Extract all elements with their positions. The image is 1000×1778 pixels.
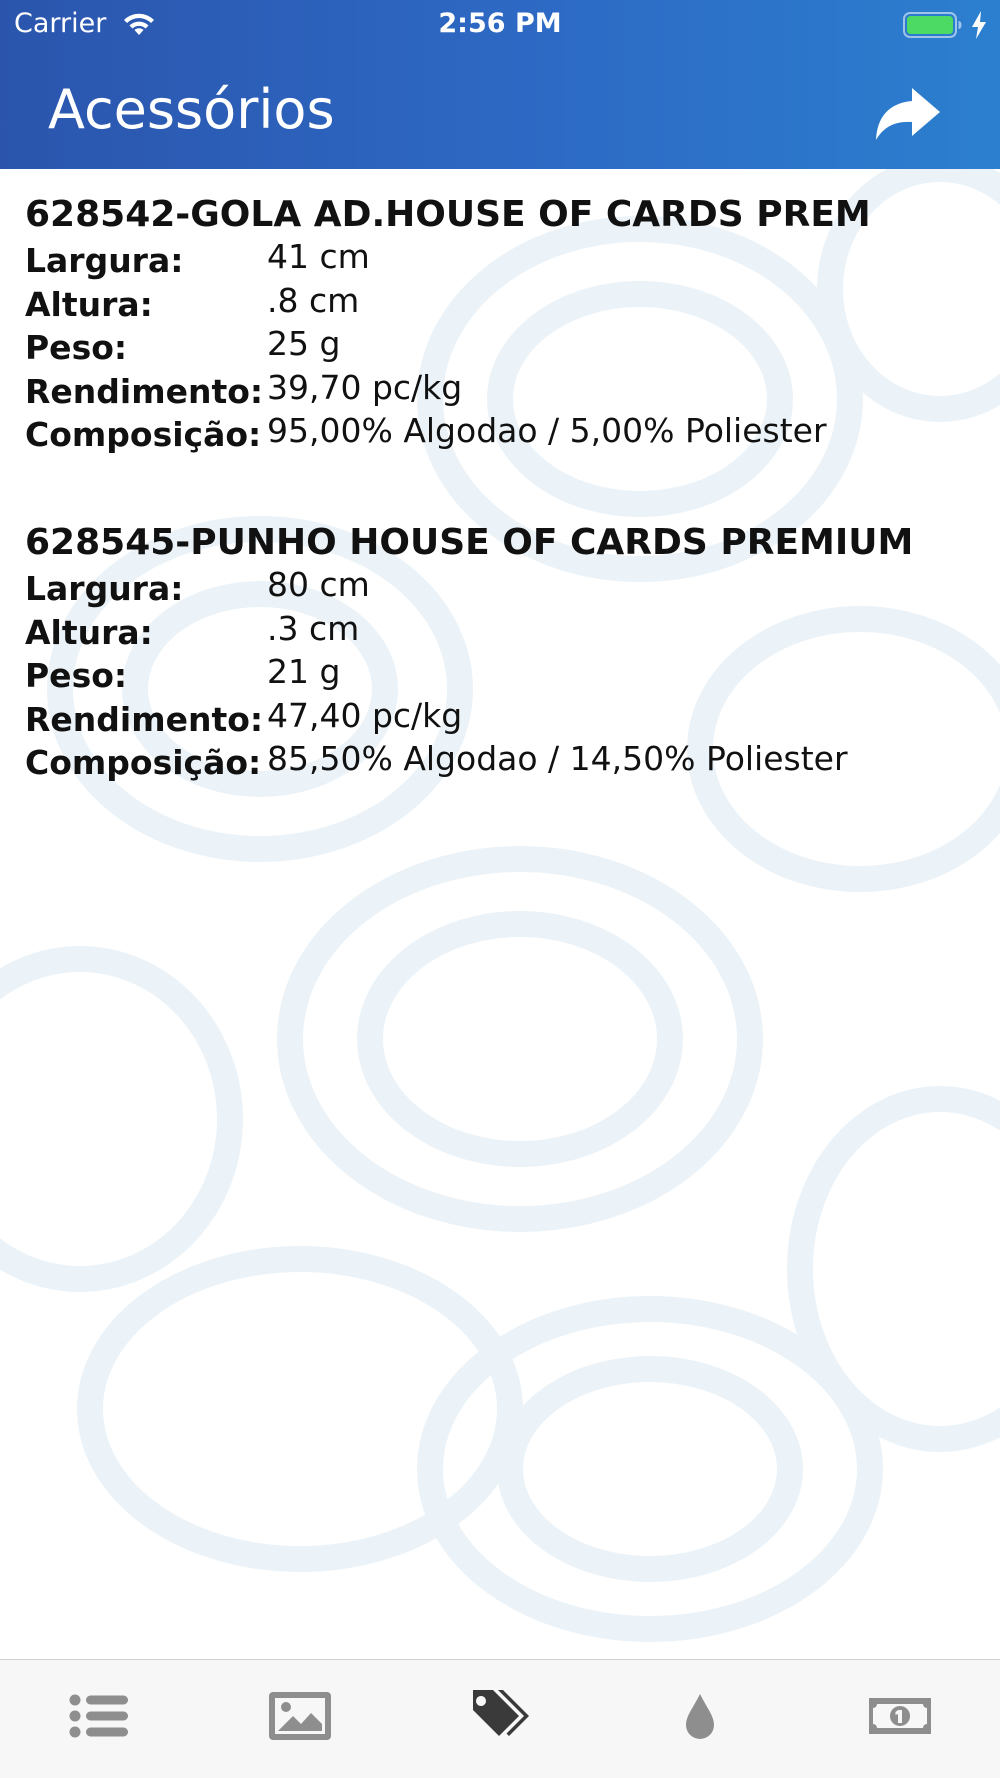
field-label: Composição: xyxy=(25,743,262,783)
tab-bar xyxy=(0,1659,1000,1778)
field-label: Largura: xyxy=(25,241,184,280)
item-title: 628542-GOLA AD.HOUSE OF CARDS PREM xyxy=(25,194,871,235)
carrier-label: Carrier xyxy=(14,8,107,39)
row-altura xyxy=(25,609,985,653)
row-composicao xyxy=(25,411,985,455)
field-label: Composição: xyxy=(25,415,262,455)
field-value: 21 g xyxy=(267,652,341,692)
field-label: Peso: xyxy=(25,328,128,368)
row-peso xyxy=(25,324,985,368)
image-icon[interactable] xyxy=(265,1686,335,1746)
field-value: 85,50% Algodao / 14,50% Poliester xyxy=(267,739,848,779)
row-rendimento xyxy=(25,696,985,740)
field-label: Peso: xyxy=(25,656,128,696)
content-area[interactable] xyxy=(0,169,1000,1659)
money-icon[interactable] xyxy=(865,1686,935,1746)
list-icon[interactable] xyxy=(65,1686,135,1746)
row-composicao xyxy=(25,739,985,783)
drop-icon[interactable] xyxy=(665,1686,735,1746)
share-arrow-icon[interactable] xyxy=(872,84,942,144)
row-largura xyxy=(25,565,985,609)
field-value: .8 cm xyxy=(267,280,360,320)
item-card xyxy=(25,521,985,783)
field-value: 39,70 pc/kg xyxy=(267,367,463,407)
page-title: Acessórios xyxy=(48,78,335,141)
field-value: 95,00% Algodao / 5,00% Poliester xyxy=(267,411,827,451)
row-rendimento xyxy=(25,368,985,412)
row-altura xyxy=(25,281,985,325)
field-value: 25 g xyxy=(267,324,341,364)
field-label: Altura: xyxy=(25,284,153,324)
item-card xyxy=(25,193,985,455)
row-peso xyxy=(25,652,985,696)
item-list xyxy=(25,193,985,849)
field-value: 41 cm xyxy=(267,237,370,276)
field-value: .3 cm xyxy=(267,608,360,648)
battery-icon xyxy=(903,12,963,38)
field-label: Largura: xyxy=(25,568,184,608)
tags-icon[interactable] xyxy=(465,1686,535,1746)
header xyxy=(0,0,1000,169)
field-label: Altura: xyxy=(25,612,153,652)
bolt-icon xyxy=(970,10,988,40)
status-time: 2:56 PM xyxy=(438,8,562,39)
field-value: 47,40 pc/kg xyxy=(267,695,463,735)
row-largura xyxy=(25,237,985,281)
field-label: Rendimento: xyxy=(25,699,264,739)
item-title: 628545-PUNHO HOUSE OF CARDS PREMIUM xyxy=(25,521,914,563)
field-label: Rendimento: xyxy=(25,371,264,411)
field-value: 80 cm xyxy=(267,564,370,604)
status-bar xyxy=(0,0,1000,50)
